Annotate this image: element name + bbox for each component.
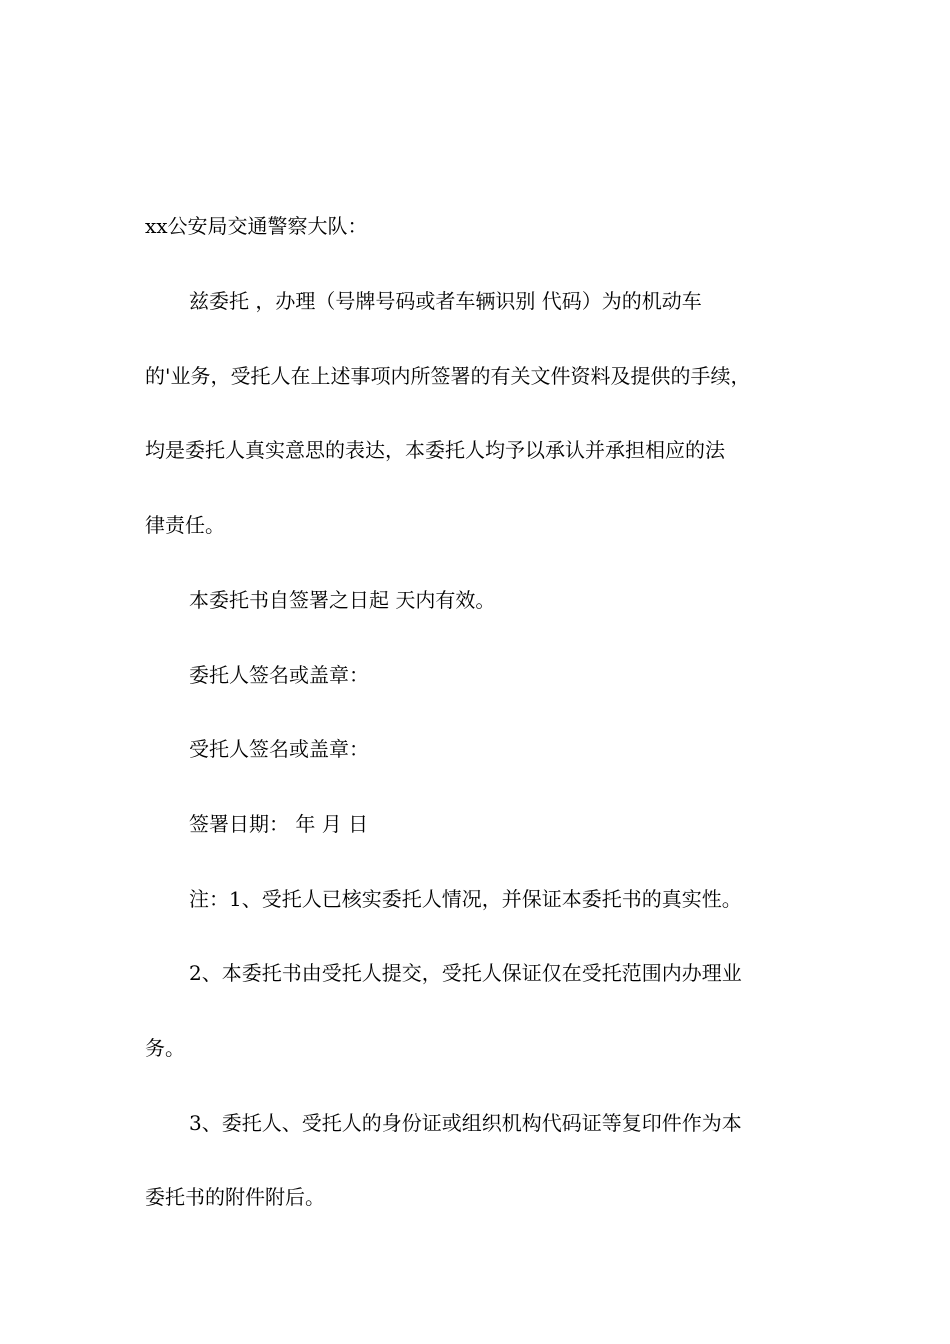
note-3-line2: 委托书的附件附后。 bbox=[145, 1185, 325, 1209]
paragraph1-line3: 均是委托人真实意思的表达，本委托人均予以承认并承担相应的法 bbox=[145, 438, 725, 462]
note-2-line2: 务。 bbox=[145, 1036, 185, 1060]
note-3-line1: 3、委托人、受托人的身份证或组织机构代码证等复印件作为本 bbox=[189, 1111, 742, 1135]
validity-text: 本委托书自签署之日起 天内有效。 bbox=[189, 588, 496, 612]
paragraph1-line2: 的'业务，受托人在上述事项内所签署的有关文件资料及提供的手续， bbox=[145, 364, 751, 388]
note-1: 注：1、受托人已核实委托人情况，并保证本委托书的真实性。 bbox=[189, 887, 742, 911]
paragraph1-line4: 律责任。 bbox=[145, 513, 225, 537]
sign-date: 签署日期： 年 月 日 bbox=[189, 812, 369, 836]
principal-signature: 委托人签名或盖章： bbox=[189, 663, 369, 687]
addressee: xx公安局交通警察大队： bbox=[145, 214, 368, 238]
paragraph1-line1: 兹委托 ，办理（号牌号码或者车辆识别 代码）为的机动车 bbox=[189, 289, 702, 313]
note-2-line1: 2、本委托书由受托人提交，受托人保证仅在受托范围内办理业 bbox=[189, 961, 742, 985]
agent-signature: 受托人签名或盖章： bbox=[189, 737, 369, 761]
